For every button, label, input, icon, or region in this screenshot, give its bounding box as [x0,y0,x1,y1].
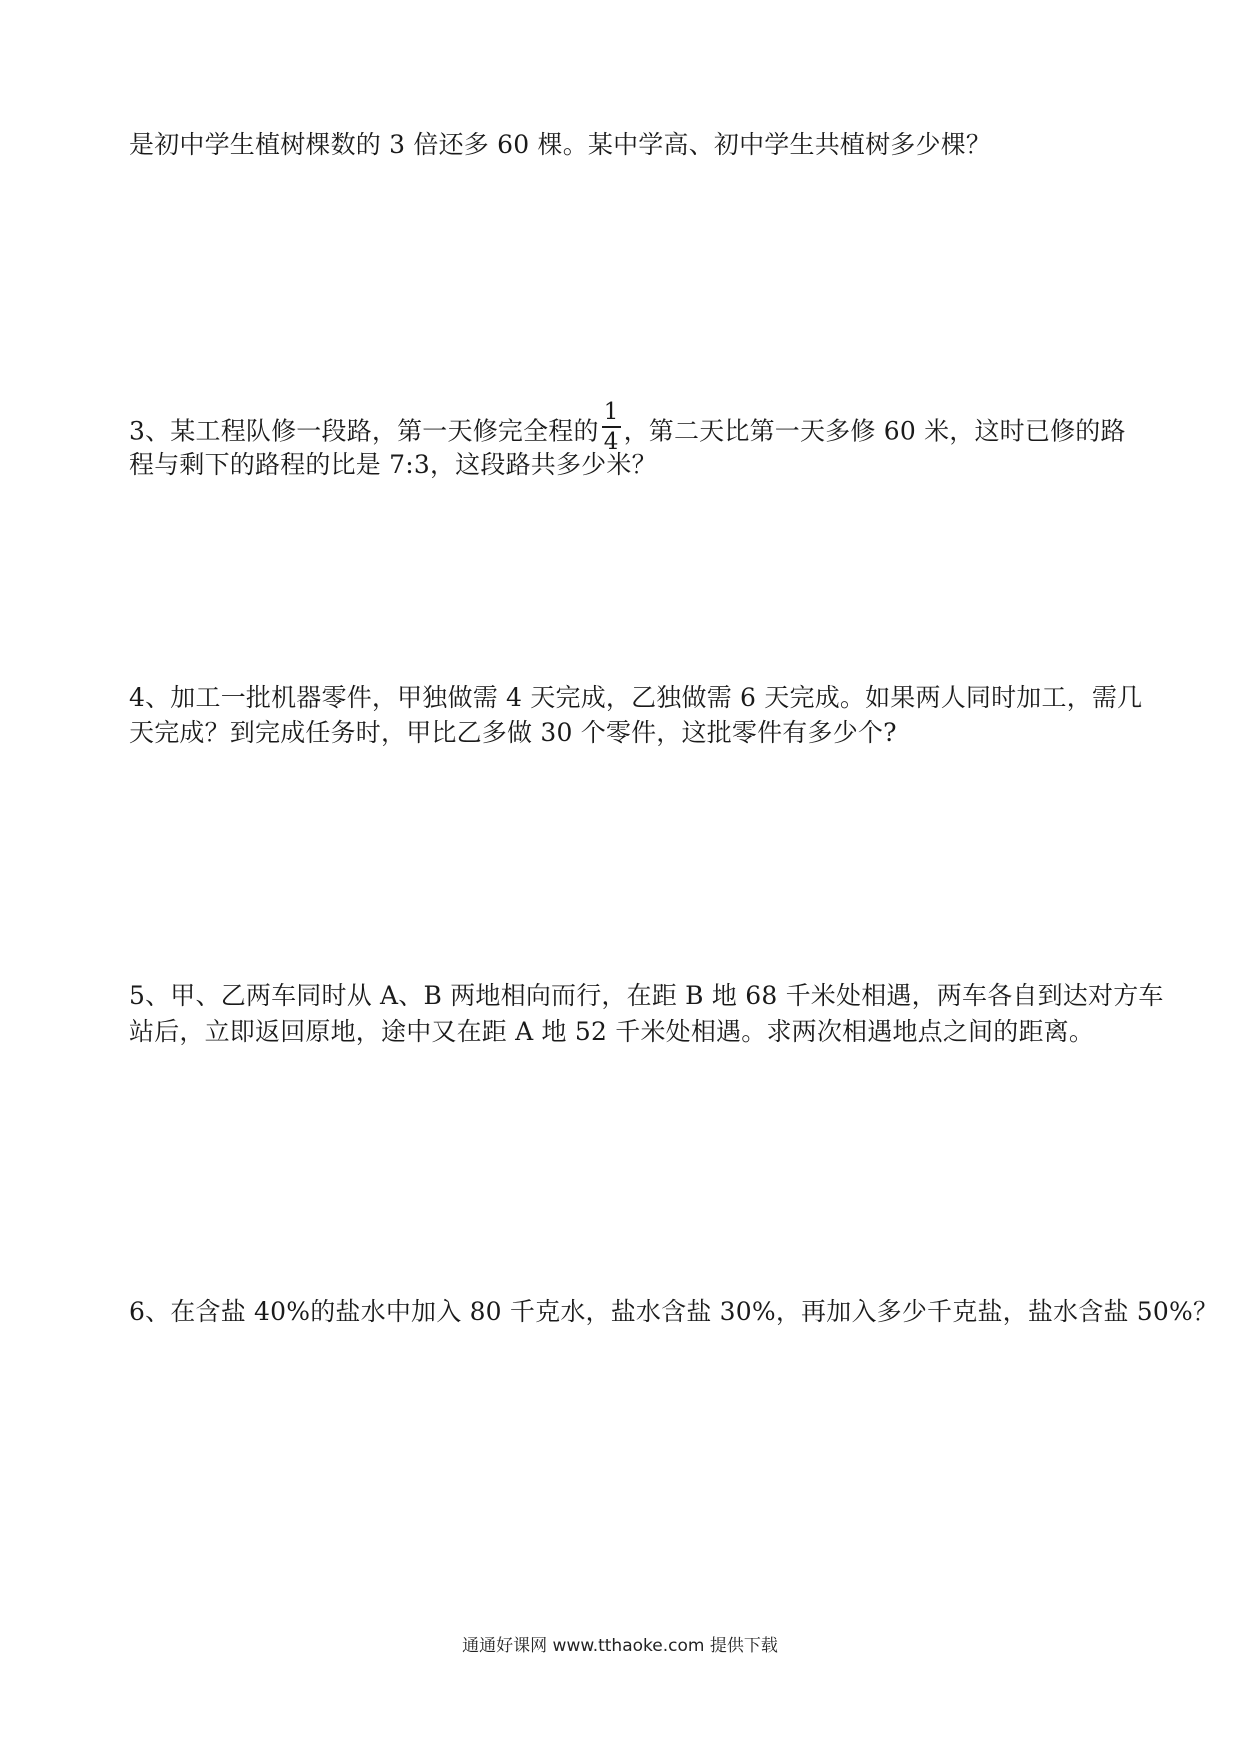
problem-4-line-2: 天完成？到完成任务时，甲比乙多做 30 个零件，这批零件有多少个? [129,718,897,747]
problem-3-text-after-fraction: ，第二天比第一天多修 60 米，这时已修的路 [623,416,1126,446]
problem-5-line-1: 5、甲、乙两车同时从 A、B 两地相向而行，在距 B 地 68 千米处相遇，两车各自到达对方车 [129,981,1164,1010]
problem-3-text-before-fraction: 3、某工程队修一段路，第一天修完全程的 [129,416,599,446]
problem-3-line-2: 程与剩下的路程的比是 7:3，这段路共多少米？ [129,450,657,479]
problem-6-line-1: 6、在含盐 40%的盐水中加入 80 千克水，盐水含盐 30%，再加入多少千克盐，盐水含盐 50%？ [129,1297,1219,1326]
fraction-numerator: 1 [602,398,621,428]
problem-4-line-1: 4、加工一批机器零件，甲独做需 4 天完成，乙独做需 6 天完成。如果两人同时加工，需几 [129,683,1143,712]
footer-download-note: 通通好课网 www.tthaoke.com 提供下载 [462,1636,778,1656]
problem-5-line-2: 站后，立即返回原地，途中又在距 A 地 52 千米处相遇。求两次相遇地点之间的距离。 [129,1017,1095,1046]
fraction-denominator: 4 [603,429,619,455]
problem-2-line-1: 是初中学生植树棵数的 3 倍还多 60 棵。某中学高、初中学生共植树多少棵？ [129,130,992,159]
